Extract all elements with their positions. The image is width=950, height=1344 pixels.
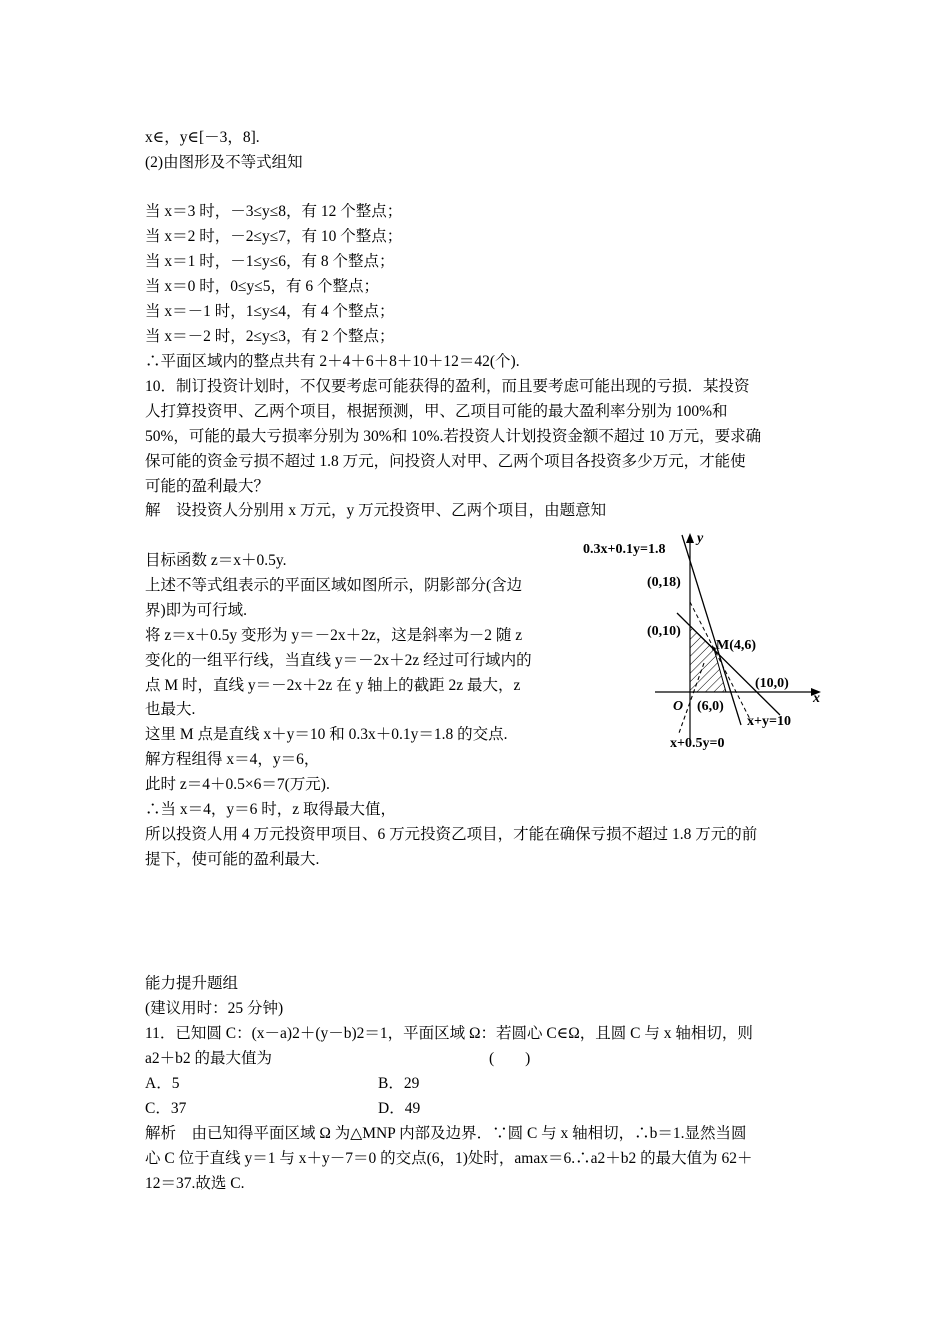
solution-line: 解 设投资人分别用 x 万元，y 万元投资甲、乙两个项目，由题意知	[145, 502, 607, 519]
option-d: D．49	[378, 1100, 421, 1117]
label-point-0-18: (0,18)	[647, 575, 681, 590]
label-point-0-10: (0,10)	[647, 624, 681, 639]
problem-10-line: 可能的盈利最大？	[145, 478, 270, 495]
solution-line: 解方程组得 x＝4，y＝6，	[145, 751, 320, 768]
text-line: 当 x＝－2 时，2≤y≤3，有 2 个整点；	[145, 328, 395, 345]
label-y-axis: y	[697, 531, 704, 546]
problem-11-line: 11．已知圆 C：(x－a)2＋(y－b)2＝1，平面区域 Ω：若圆心 C∈Ω，且圆 C 与 x 轴相切，则	[145, 1025, 753, 1042]
label-line-x-y-10: x+y=10	[747, 714, 791, 729]
analysis-line: 12＝37.故选 C.	[145, 1175, 245, 1192]
label-point-6-0: (6,0)	[697, 699, 724, 714]
solution-line: 提下，使可能的盈利最大.	[145, 851, 320, 868]
feasible-region-figure	[575, 525, 840, 755]
solution-line: 界)即为可行域.	[145, 602, 248, 619]
text-line: ∴平面区域内的整点共有 2＋4＋6＋8＋10＋12＝42(个).	[145, 353, 520, 370]
option-a: A．5	[145, 1075, 180, 1092]
suggested-time: (建议用时：25 分钟)	[145, 1000, 284, 1017]
text-line: 当 x＝0 时，0≤y≤5，有 6 个整点；	[145, 278, 380, 295]
option-c: C．37	[145, 1100, 187, 1117]
label-line-x-05y-0: x+0.5y=0	[670, 736, 725, 751]
problem-11-line: a2＋b2 的最大值为 ( )	[145, 1050, 531, 1067]
analysis-line: 心 C 位于直线 y＝1 与 x＋y－7＝0 的交点(6，1)处时，amax＝6.∴a2＋b2 的最大值为 62＋	[145, 1150, 753, 1167]
label-origin: O	[673, 699, 684, 714]
feasible-region-diagram	[575, 525, 840, 755]
solution-line: 所以投资人用 4 万元投资甲项目、6 万元投资乙项目，才能在确保亏损不超过 1.8 万元的前	[145, 826, 758, 843]
text-line: (2)由图形及不等式组知	[145, 154, 303, 171]
analysis-line: 解析 由已知得平面区域 Ω 为△MNP 内部及边界．∵圆 C 与 x 轴相切，∴b＝1.显然当圆	[145, 1125, 747, 1142]
solution-line: 这里 M 点是直线 x＋y＝10 和 0.3x＋0.1y＝1.8 的交点.	[145, 726, 508, 743]
text-line: 当 x＝－1 时，1≤y≤4，有 4 个整点；	[145, 303, 395, 320]
text-line: 当 x＝2 时，－2≤y≤7，有 10 个整点；	[145, 228, 403, 245]
option-b: B．29	[378, 1075, 420, 1092]
solution-line: 目标函数 z＝x＋0.5y.	[145, 552, 287, 569]
solution-line: 也最大.	[145, 701, 196, 718]
text-line: 当 x＝3 时，－3≤y≤8，有 12 个整点；	[145, 203, 403, 220]
solution-line: 变化的一组平行线，当直线 y＝－2x＋2z 经过可行域内的	[145, 652, 532, 669]
y-axis-arrow	[686, 533, 694, 543]
problem-10-line: 50%，可能的最大亏损率分别为 30%和 10%.若投资人计划投资金额不超过 10 万元，要求确	[145, 428, 762, 445]
problem-10-line: 保可能的资金亏损不超过 1.8 万元，问投资人对甲、乙两个项目各投资多少万元，才能使	[145, 453, 746, 470]
solution-line: 此时 z＝4＋0.5×6＝7(万元).	[145, 776, 330, 793]
problem-10-line: 10．制订投资计划时，不仅要考虑可能获得的盈利，而且要考虑可能出现的亏损．某投资	[145, 378, 750, 395]
label-x-axis: x	[813, 691, 820, 706]
section-heading: 能力提升题组	[145, 975, 239, 992]
solution-line: 上述不等式组表示的平面区域如图所示，阴影部分(含边	[145, 577, 523, 594]
label-point-M: M(4,6)	[716, 638, 757, 653]
solution-line: ∴当 x＝4，y＝6 时，z 取得最大值，	[145, 801, 397, 818]
text-line: x∈，y∈[－3，8].	[145, 129, 260, 146]
text-line: 当 x＝1 时，－1≤y≤6，有 8 个整点；	[145, 253, 395, 270]
label-line-03x: 0.3x+0.1y=1.8	[583, 542, 666, 557]
problem-10-line: 人打算投资甲、乙两个项目，根据预测，甲、乙项目可能的最大盈利率分别为 100%和	[145, 403, 728, 420]
solution-line: 将 z＝x＋0.5y 变形为 y＝－2x＋2z，这是斜率为－2 随 z	[145, 627, 523, 644]
label-point-10-0: (10,0)	[755, 676, 789, 691]
solution-line: 点 M 时，直线 y＝－2x＋2z 在 y 轴上的截距 2z 最大，z	[145, 677, 521, 694]
